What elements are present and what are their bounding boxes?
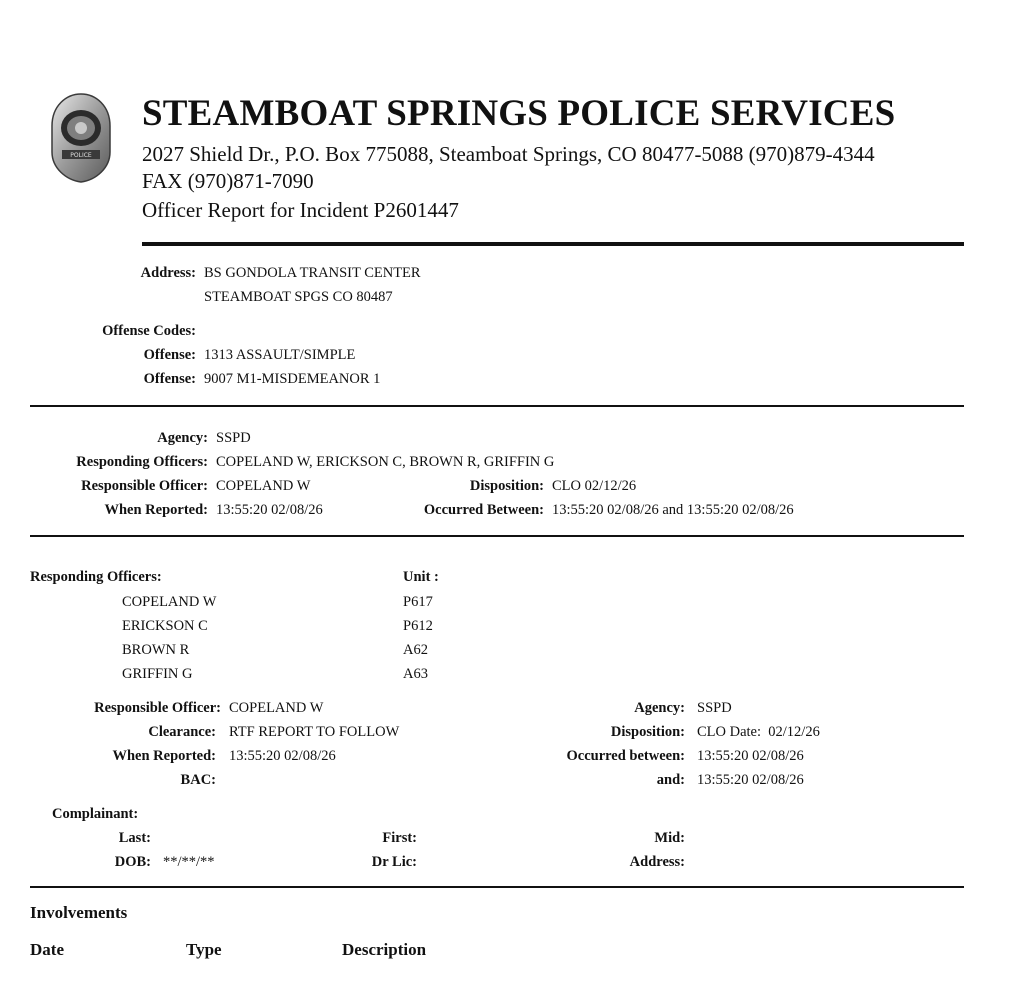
complainant-drlic-label: Dr Lic: xyxy=(371,854,417,870)
officer-unit: P617 xyxy=(403,594,433,610)
summary-reported: 13:55:20 02/08/26 xyxy=(216,502,323,518)
address-label: Address: xyxy=(140,265,196,281)
details-bac-label: BAC: xyxy=(180,772,216,788)
details-disposition-label: Disposition: xyxy=(610,724,685,740)
offense-item: 9007 M1-MISDEMEANOR 1 xyxy=(204,371,381,387)
badge-text: POLICE xyxy=(70,152,92,159)
summary-agency: SSPD xyxy=(216,430,251,446)
complainant-first-label: First: xyxy=(382,830,417,846)
agency-name: STEAMBOAT SPRINGS POLICE SERVICES xyxy=(142,93,896,134)
summary-responsible: COPELAND W xyxy=(216,478,311,494)
police-badge-logo xyxy=(50,92,112,184)
column-header-type: Type xyxy=(186,940,222,959)
section-divider xyxy=(30,886,964,888)
offense-label: Offense: xyxy=(143,347,196,363)
agency-address: 2027 Shield Dr., P.O. Box 775088, Steamboat Springs, CO 80477-5088 (970)879-4344 xyxy=(142,142,875,166)
summary-reported-label: When Reported: xyxy=(104,502,208,518)
address-line2: STEAMBOAT SPGS CO 80487 xyxy=(204,289,393,305)
section-divider xyxy=(30,405,964,407)
summary-responsible-label: Responsible Officer: xyxy=(81,478,208,494)
officers-heading: Responding Officers: xyxy=(30,569,162,585)
report-title: Officer Report for Incident P2601447 xyxy=(142,198,459,222)
unit-heading: Unit : xyxy=(403,569,439,585)
offense-label: Offense: xyxy=(143,371,196,387)
officer-name: COPELAND W xyxy=(122,594,217,610)
details-occurred-end: 13:55:20 02/08/26 xyxy=(697,772,804,788)
details-and-label: and: xyxy=(656,772,685,788)
details-occurred-label: Occurred between: xyxy=(566,748,685,764)
details-disposition: CLO Date: 02/12/26 xyxy=(697,724,820,740)
details-occurred-start: 13:55:20 02/08/26 xyxy=(697,748,804,764)
complainant-dob-label: DOB: xyxy=(114,854,151,870)
officer-unit: A62 xyxy=(403,642,428,658)
officer-name: BROWN R xyxy=(122,642,190,658)
summary-disposition: CLO 02/12/26 xyxy=(552,478,637,494)
offense-item: 1313 ASSAULT/SIMPLE xyxy=(204,347,356,363)
offense-codes-label: Offense Codes: xyxy=(102,323,196,339)
details-agency-label: Agency: xyxy=(634,700,685,716)
complainant-last-label: Last: xyxy=(118,830,151,846)
involvements-heading: Involvements xyxy=(30,903,128,922)
section-divider xyxy=(30,535,964,537)
details-reported-label: When Reported: xyxy=(112,748,216,764)
officer-name: ERICKSON C xyxy=(122,618,208,634)
summary-responding-label: Responding Officers: xyxy=(76,454,208,470)
details-clearance-label: Clearance: xyxy=(148,724,216,740)
summary-occurred: 13:55:20 02/08/26 and 13:55:20 02/08/26 xyxy=(552,502,794,518)
details-responsible: COPELAND W xyxy=(229,700,324,716)
summary-responding: COPELAND W, ERICKSON C, BROWN R, GRIFFIN G xyxy=(216,454,555,470)
header-divider xyxy=(142,242,964,246)
column-header-date: Date xyxy=(30,940,64,959)
column-header-description: Description xyxy=(342,940,427,959)
complainant-dob: **/**/** xyxy=(163,854,215,870)
officer-name: GRIFFIN G xyxy=(122,666,193,682)
summary-occurred-label: Occurred Between: xyxy=(423,502,544,518)
details-agency: SSPD xyxy=(697,700,732,716)
summary-agency-label: Agency: xyxy=(157,430,208,446)
agency-fax: FAX (970)871-7090 xyxy=(142,169,314,193)
officer-unit: P612 xyxy=(403,618,433,634)
officer-unit: A63 xyxy=(403,666,428,682)
address-line1: BS GONDOLA TRANSIT CENTER xyxy=(204,265,421,281)
complainant-address-label: Address: xyxy=(629,854,685,870)
details-clearance: RTF REPORT TO FOLLOW xyxy=(229,724,400,740)
details-responsible-label: Responsible Officer: xyxy=(94,700,221,716)
summary-disposition-label: Disposition: xyxy=(469,478,544,494)
complainant-heading: Complainant: xyxy=(52,806,139,822)
details-reported: 13:55:20 02/08/26 xyxy=(229,748,336,764)
complainant-mid-label: Mid: xyxy=(654,830,685,846)
